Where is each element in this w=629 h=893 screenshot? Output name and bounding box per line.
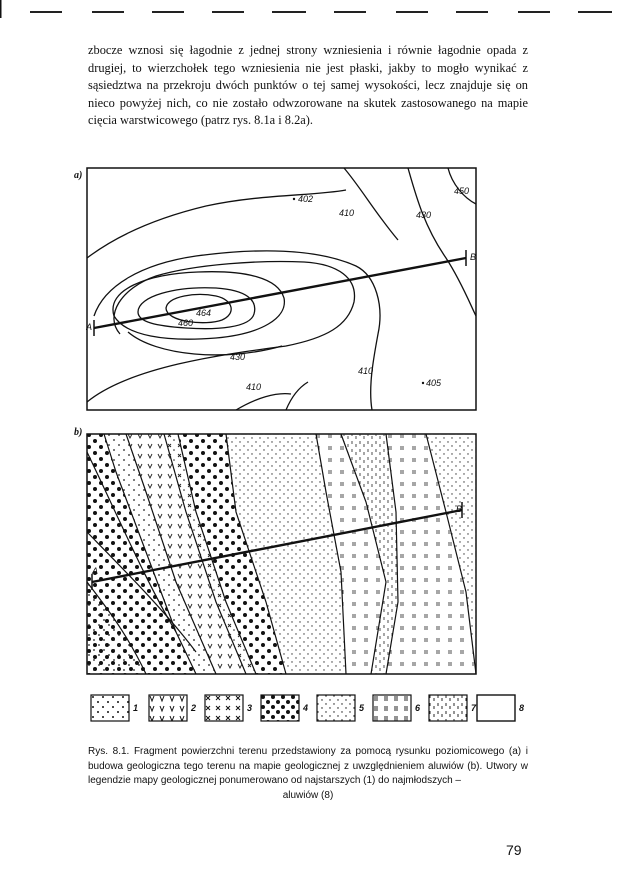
contour-label: 410 <box>358 366 374 376</box>
section-line <box>94 258 466 328</box>
section-start-label: A <box>86 322 93 332</box>
geologic-map <box>86 432 478 676</box>
contour-line <box>87 262 355 402</box>
legend-item-6 <box>372 694 421 724</box>
contour-label: 430 <box>416 210 432 220</box>
contour-line <box>344 168 398 240</box>
map-legend <box>90 694 530 724</box>
figure-caption <box>88 745 528 803</box>
legend-item-8 <box>476 694 525 724</box>
legend-item-3 <box>204 694 253 724</box>
contour-label: 405 <box>426 378 442 388</box>
legend-swatch-5 <box>316 694 356 722</box>
legend-number: 5 <box>359 703 365 713</box>
section-end-label: B <box>456 504 463 514</box>
legend-number: 4 <box>303 703 309 713</box>
legend-swatch-2 <box>148 694 188 722</box>
contour-label: 430 <box>230 352 246 362</box>
legend-number: 1 <box>133 703 139 713</box>
legend-swatch-8 <box>476 694 516 722</box>
caption-text: Rys. 8.1. Fragment powierzchni terenu przedstawiony za pomocą rysunku poziomicowego (a) i budowa geologiczna tego terenu na mapie geologicznej z uwzględnieniem aluwiów (b). Utwory w legendzie mapy geologicznej ponumerowano od najstarszych (1) do najmłodszych – <box>88 746 528 787</box>
contour-map <box>86 166 478 412</box>
contour-label: 410 <box>339 208 355 218</box>
legend-swatch-1 <box>90 694 130 722</box>
page-number: 79 <box>506 842 522 858</box>
contour-label: 464 <box>196 308 212 318</box>
spot-height-dot <box>293 198 295 200</box>
figure-b-label: b) <box>74 427 83 438</box>
legend-number: 6 <box>415 703 421 713</box>
contour-line <box>236 394 291 410</box>
legend-number: 3 <box>247 703 253 713</box>
contour-label: 402 <box>298 194 314 204</box>
legend-item-4 <box>260 694 309 724</box>
legend-number: 8 <box>519 703 525 713</box>
legend-swatch-6 <box>372 694 412 722</box>
legend-item-1 <box>90 694 139 724</box>
section-start-label: A <box>92 566 99 576</box>
legend-swatch-7 <box>428 694 468 722</box>
legend-item-2 <box>148 694 197 724</box>
legend-number: 2 <box>191 703 197 713</box>
legend-swatch-3 <box>204 694 244 722</box>
top-edge-rule <box>0 0 629 30</box>
contour-label: 410 <box>246 382 262 392</box>
contour-label: 460 <box>178 318 194 328</box>
contour-line <box>94 251 380 410</box>
legend-item-7 <box>428 694 477 724</box>
section-end-label: B <box>470 252 477 262</box>
spot-height-dot <box>422 382 424 384</box>
legend-number: 7 <box>471 703 477 713</box>
legend-item-5 <box>316 694 365 724</box>
legend-swatch-4 <box>260 694 300 722</box>
contour-line <box>286 382 308 410</box>
body-paragraph: zbocze wznosi się łagodnie z jednej strony wzniesienia i równie łagodnie opada z drugiej, to wierzchołek tego wzniesienia nie jest płaski, jakby to mogło wynikać z sąsiedztwa na przekroju dwóch punktów o tej samej wysokości, lecz znajduje się on nieco powyżej nich, co nie zostało odwzorowane na skutek zastosowanego na mapie cięcia warstwicowego (patrz rys. 8.1a i 8.2a). <box>88 43 528 128</box>
contour-label: 450 <box>454 186 470 196</box>
caption-last-line: aluwiów (8) <box>282 789 334 801</box>
figure-a-label: a) <box>74 170 83 181</box>
